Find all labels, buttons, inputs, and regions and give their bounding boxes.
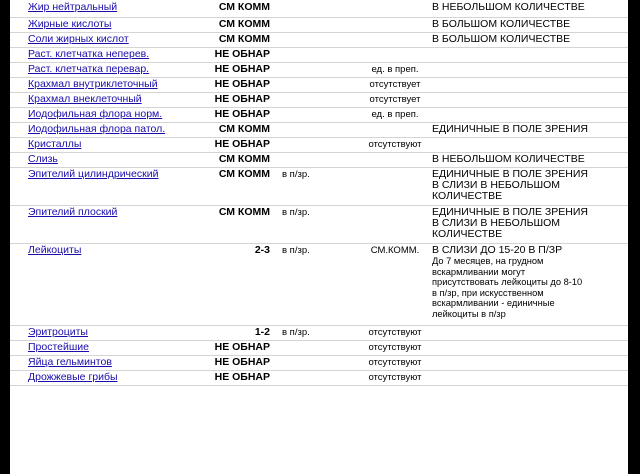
comment-line: ЕДИНИЧНЫЕ В ПОЛЕ ЗРЕНИЯ bbox=[432, 206, 588, 218]
reference-norm: отсутствуют bbox=[368, 139, 422, 150]
table-row bbox=[10, 62, 628, 78]
result-value: НЕ ОБНАР bbox=[214, 371, 270, 383]
result-comment bbox=[432, 34, 622, 45]
result-value: СМ КОММ bbox=[218, 153, 270, 165]
table-row bbox=[10, 47, 628, 63]
test-name-link[interactable]: Иодофильная флора норм. bbox=[28, 108, 163, 120]
result-unit: в п/зр. bbox=[282, 327, 310, 338]
reference-norm: отсутствует bbox=[369, 79, 421, 90]
result-value: СМ КОММ bbox=[218, 33, 270, 45]
result-value: НЕ ОБНАР bbox=[214, 63, 270, 75]
table-row bbox=[10, 32, 628, 48]
table-row bbox=[10, 355, 628, 371]
table-row bbox=[10, 107, 628, 123]
comment-line: В БОЛЬШОМ КОЛИЧЕСТВЕ bbox=[432, 18, 571, 30]
result-value: НЕ ОБНАР bbox=[214, 108, 270, 120]
result-value: НЕ ОБНАР bbox=[214, 138, 270, 150]
results-page bbox=[10, 0, 628, 474]
test-name-link[interactable]: Эпителий цилиндрический bbox=[28, 168, 159, 180]
result-comment bbox=[432, 19, 622, 30]
table-row bbox=[10, 152, 628, 168]
result-value: СМ КОММ bbox=[218, 1, 270, 13]
result-comment bbox=[432, 154, 622, 165]
table-row bbox=[10, 122, 628, 138]
test-name-link[interactable]: Жир нейтральный bbox=[28, 1, 118, 13]
test-name-link[interactable]: Жирные кислоты bbox=[28, 18, 112, 30]
result-value: НЕ ОБНАР bbox=[214, 356, 270, 368]
result-comment bbox=[432, 245, 622, 319]
table-row bbox=[10, 137, 628, 153]
comment-line: В НЕБОЛЬШОМ КОЛИЧЕСТВЕ bbox=[432, 153, 585, 165]
result-unit: в п/зр. bbox=[282, 169, 310, 180]
comment-line: В СЛИЗИ ДО 15-20 В П/ЗР bbox=[432, 244, 563, 256]
result-comment bbox=[432, 207, 622, 240]
table-row bbox=[10, 340, 628, 356]
table-row bbox=[10, 243, 628, 326]
comment-line: ЕДИНИЧНЫЕ В ПОЛЕ ЗРЕНИЯ bbox=[432, 168, 588, 180]
comment-line: КОЛИЧЕСТВЕ bbox=[432, 228, 503, 240]
reference-norm: отсутствует bbox=[369, 94, 421, 105]
comment-line: В БОЛЬШОМ КОЛИЧЕСТВЕ bbox=[432, 33, 571, 45]
test-name-link[interactable]: Кристаллы bbox=[28, 138, 82, 150]
comment-line: В СЛИЗИ В НЕБОЛЬШОМ bbox=[432, 217, 561, 229]
test-name-link[interactable]: Раст. клетчатка перевар. bbox=[28, 63, 150, 75]
result-comment bbox=[432, 124, 622, 135]
table-row bbox=[10, 77, 628, 93]
note-line: присутствовать лейкоциты до 8-10 bbox=[432, 277, 583, 287]
result-comment bbox=[432, 169, 622, 202]
comment-line: КОЛИЧЕСТВЕ bbox=[432, 190, 503, 202]
table-row bbox=[10, 205, 628, 244]
test-name-link[interactable]: Крахмал внеклеточный bbox=[28, 93, 142, 105]
test-name-link[interactable]: Раст. клетчатка неперев. bbox=[28, 48, 150, 60]
test-name-link[interactable]: Соли жирных кислот bbox=[28, 33, 129, 45]
comment-line: В СЛИЗИ В НЕБОЛЬШОМ bbox=[432, 179, 561, 191]
test-name-link[interactable]: Лейкоциты bbox=[28, 244, 82, 256]
result-value: 2-3 bbox=[254, 244, 270, 256]
comment-line: ЕДИНИЧНЫЕ В ПОЛЕ ЗРЕНИЯ bbox=[432, 123, 588, 135]
result-value: 1-2 bbox=[254, 326, 270, 338]
result-value: СМ КОММ bbox=[218, 18, 270, 30]
result-unit: в п/зр. bbox=[282, 207, 310, 218]
reference-norm: отсутствуют bbox=[368, 342, 422, 353]
reference-norm: отсутствуют bbox=[368, 327, 422, 338]
result-comment bbox=[432, 2, 622, 13]
reference-norm: отсутствуют bbox=[368, 372, 422, 383]
table-row bbox=[10, 370, 628, 386]
table-row bbox=[10, 17, 628, 33]
table-row bbox=[10, 325, 628, 341]
reference-norm: СМ.КОММ. bbox=[370, 245, 420, 256]
reference-norm: отсутствуют bbox=[368, 357, 422, 368]
result-value: НЕ ОБНАР bbox=[214, 78, 270, 90]
test-name-link[interactable]: Яйца гельминтов bbox=[28, 356, 112, 368]
result-value: СМ КОММ bbox=[218, 123, 270, 135]
test-name-link[interactable]: Дрожжевые грибы bbox=[28, 371, 118, 383]
test-name-link[interactable]: Простейшие bbox=[28, 341, 90, 353]
result-value: СМ КОММ bbox=[218, 206, 270, 218]
result-value: НЕ ОБНАР bbox=[214, 93, 270, 105]
test-name-link[interactable]: Эритроциты bbox=[28, 326, 88, 338]
reference-norm: ед. в преп. bbox=[371, 64, 419, 75]
table-row bbox=[10, 0, 628, 18]
table-row bbox=[10, 92, 628, 108]
result-unit: в п/зр. bbox=[282, 245, 310, 256]
test-name-link[interactable]: Крахмал внутриклеточный bbox=[28, 78, 158, 90]
table-row bbox=[10, 167, 628, 206]
result-value: СМ КОММ bbox=[218, 168, 270, 180]
test-name-link[interactable]: Слизь bbox=[28, 153, 58, 165]
note-line: лейкоциты в п/зр bbox=[432, 308, 506, 319]
result-value: НЕ ОБНАР bbox=[214, 341, 270, 353]
result-value: НЕ ОБНАР bbox=[214, 48, 270, 60]
test-name-link[interactable]: Иодофильная флора патол. bbox=[28, 123, 166, 135]
test-name-link[interactable]: Эпителий плоский bbox=[28, 206, 118, 218]
note-line: вскармливании - единичные bbox=[432, 298, 555, 308]
note-line: в п/зр, при искусственном bbox=[432, 287, 544, 298]
note-line: До 7 месяцев, на грудном bbox=[432, 256, 544, 266]
note-line: вскармливании могут bbox=[432, 266, 526, 277]
reference-norm: ед. в преп. bbox=[371, 109, 419, 120]
comment-line: В НЕБОЛЬШОМ КОЛИЧЕСТВЕ bbox=[432, 1, 585, 13]
